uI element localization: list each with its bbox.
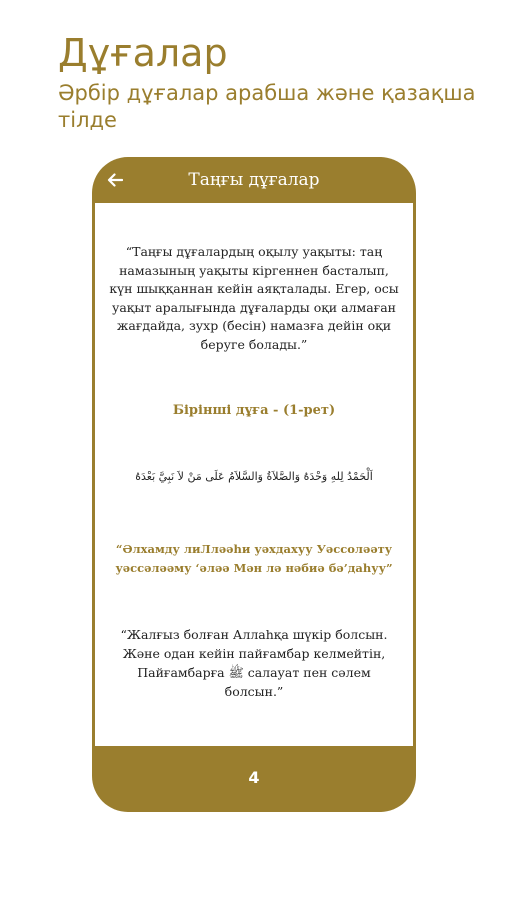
- screen-title: Таңғы дұғалар: [188, 170, 320, 190]
- arabic-text: اَلْحَمْدُ لِلهِ وَحْدَهُ وَالصَّلاَةُ وَالسَّلاَمُ عَلَى مَنْ لاَ نَبِيَّ بَعْدَهُ: [135, 470, 373, 483]
- app-header: [92, 157, 416, 203]
- promo-subtitle: Әрбір дұғалар арабша және қазақша тілде: [58, 81, 476, 132]
- page-number: 4: [248, 768, 260, 787]
- intro-text: “Таңғы дұғалардың оқылу уақыты: таң намазының уақыты кіргеннен басталып, күн шыққаннан кейін аяқталады. Егер, осы уақыт аралығында дұғаларды оқи алмаған жағдайда, зухр (бесін) намазға дейін оқи беруге болады.”: [109, 244, 399, 352]
- transliteration-text: “Әлхамду лиЛләәһи уәхдахуу Уәссоләәту уәссәләәму ‘әләә Мән лә нәбиә бә’даһуу”: [115, 542, 393, 575]
- translation-text: “Жалғыз болған Аллаһқа шүкір болсын. Және одан кейін пайғамбар келмейтін, Пайғамбарға ﷺ салауат пен сәлем болсын.”: [120, 627, 388, 699]
- dua-content: [95, 203, 413, 746]
- phone-mockup: [92, 157, 416, 812]
- promo-title: Дұғалар: [58, 31, 228, 75]
- dua-heading: Бірінші дұға - (1-рет): [172, 403, 336, 418]
- footer-bar: [92, 746, 416, 812]
